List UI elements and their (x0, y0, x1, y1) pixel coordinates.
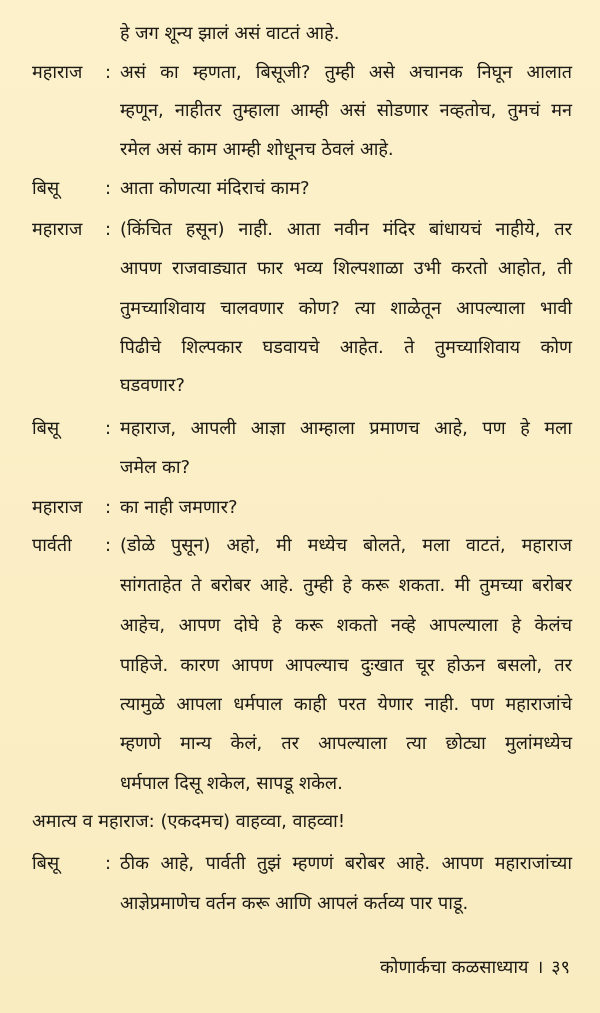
dialogue-text: असं का म्हणता, बिसूजी? तुम्ही असे अचानक निघून आलात (120, 62, 572, 83)
speaker-colon: : (105, 178, 112, 199)
dialogue-full-line (32, 803, 345, 841)
dialogue-text: तुमच्याशिवाय चालवणार कोण? त्या शाळेतून आपल्याला भावी (120, 298, 572, 319)
speaker-name: महाराज (32, 497, 83, 518)
dialogue-line (0, 647, 600, 685)
dialogue-line (0, 15, 600, 53)
speaker-colon: : (105, 853, 112, 874)
dialogue-text: घडवणार? (120, 375, 185, 396)
dialogue-text: आज्ञेप्रमाणेच वर्तन करू आणि आपलं कर्तव्य पार पाडू. (120, 893, 469, 914)
speaker-colon: : (105, 497, 112, 518)
dialogue-text: का नाही जमणार? (120, 497, 238, 518)
dialogue-text: धर्मपाल दिसू शकेल, सापडू शकेल. (120, 773, 343, 794)
page-number: ३९ (551, 957, 570, 978)
speaker-colon: : (105, 418, 112, 439)
dialogue-line (0, 211, 600, 249)
dialogue-text: रमेल असं काम आम्ही शोधूनच ठेवलं आहे. (120, 139, 394, 160)
dialogue-text: पाहिजे. कारण आपण आपल्याच दुःखात चूर होऊन बसलो, तर (120, 655, 572, 676)
dialogue-line (0, 92, 600, 130)
dialogue-line (0, 845, 600, 883)
dialogue-text: आहेच, आपण दोघे हे करू शकतो नव्हे आपल्याला हे केलंच (120, 615, 572, 636)
dialogue-text: (डोळे पुसून) अहो, मी मध्येच बोलते, मला वाटतं, महाराज (120, 535, 572, 556)
dialogue-line (0, 567, 600, 605)
dialogue-text: महाराज, आपली आज्ञा आम्हाला प्रमाणच आहे, पण हे मला (120, 418, 572, 439)
dialogue-text: म्हणून, नाहीतर तुम्हाला आम्ही असं सोडणार नव्हतोच, तुमचं मन (120, 100, 572, 121)
dialogue-line (0, 803, 600, 841)
footer-separator: । (536, 957, 544, 978)
page-footer (0, 948, 600, 988)
dialogue-line (0, 686, 600, 724)
dialogue-line (0, 329, 600, 367)
speaker-colon: : (105, 62, 112, 83)
dialogue-text: आता कोणत्या मंदिराचं काम? (120, 178, 310, 199)
dialogue-text: जमेल का? (120, 457, 191, 478)
book-title: कोणार्कचा कळसाध्याय (379, 957, 529, 978)
dialogue-line (0, 250, 600, 288)
dialogue-text: (एकदमच) वाहव्वा, वाहव्वा! (160, 811, 346, 832)
dialogue-line (0, 131, 600, 169)
speaker-name: महाराज (32, 62, 83, 83)
dialogue-line (0, 725, 600, 763)
dialogue-text: म्हणणे मान्य केलं, तर आपल्याला त्या छोट्या मुलांमध्येच (120, 733, 572, 754)
dialogue-line (0, 367, 600, 405)
dialogue-line (0, 170, 600, 208)
dialogue-line (0, 527, 600, 565)
speaker-name: अमात्य व महाराज: (32, 811, 155, 832)
dialogue-line (0, 607, 600, 645)
speaker-name: बिसू (32, 418, 60, 439)
dialogue-text: हे जग शून्य झालं असं वाटतं आहे. (120, 23, 340, 44)
speaker-colon: : (105, 535, 112, 556)
speaker-name: महाराज (32, 219, 83, 240)
dialogue-text: आपण राजवाड्यात फार भव्य शिल्पशाळा उभी करतो आहोत, ती (120, 258, 572, 279)
dialogue-line (0, 489, 600, 527)
dialogue-line (0, 410, 600, 448)
speaker-name: बिसू (32, 178, 60, 199)
dialogue-text: (किंचित हसून) नाही. आता नवीन मंदिर बांधायचं नाहीये, तर (120, 219, 572, 240)
dialogue-text: ठीक आहे, पार्वती तुझं म्हणणं बरोबर आहे. आपण महाराजांच्या (120, 853, 572, 874)
dialogue-line (0, 290, 600, 328)
speaker-name: बिसू (32, 853, 60, 874)
speaker-name: पार्वती (32, 535, 72, 556)
dialogue-text: पिढीचे शिल्पकार घडवायचे आहेत. ते तुमच्याशिवाय कोण (120, 337, 572, 358)
dialogue-line (0, 54, 600, 92)
speaker-colon: : (105, 219, 112, 240)
footer-wrap (380, 948, 570, 988)
dialogue-text: त्यामुळे आपला धर्मपाल काही परत येणार नाही. पण महाराजांचे (120, 694, 572, 715)
dialogue-line (0, 885, 600, 923)
dialogue-line (0, 765, 600, 803)
dialogue-line (0, 449, 600, 487)
dialogue-text: सांगताहेत ते बरोबर आहे. तुम्ही हे करू शकता. मी तुमच्या बरोबर (120, 575, 572, 596)
